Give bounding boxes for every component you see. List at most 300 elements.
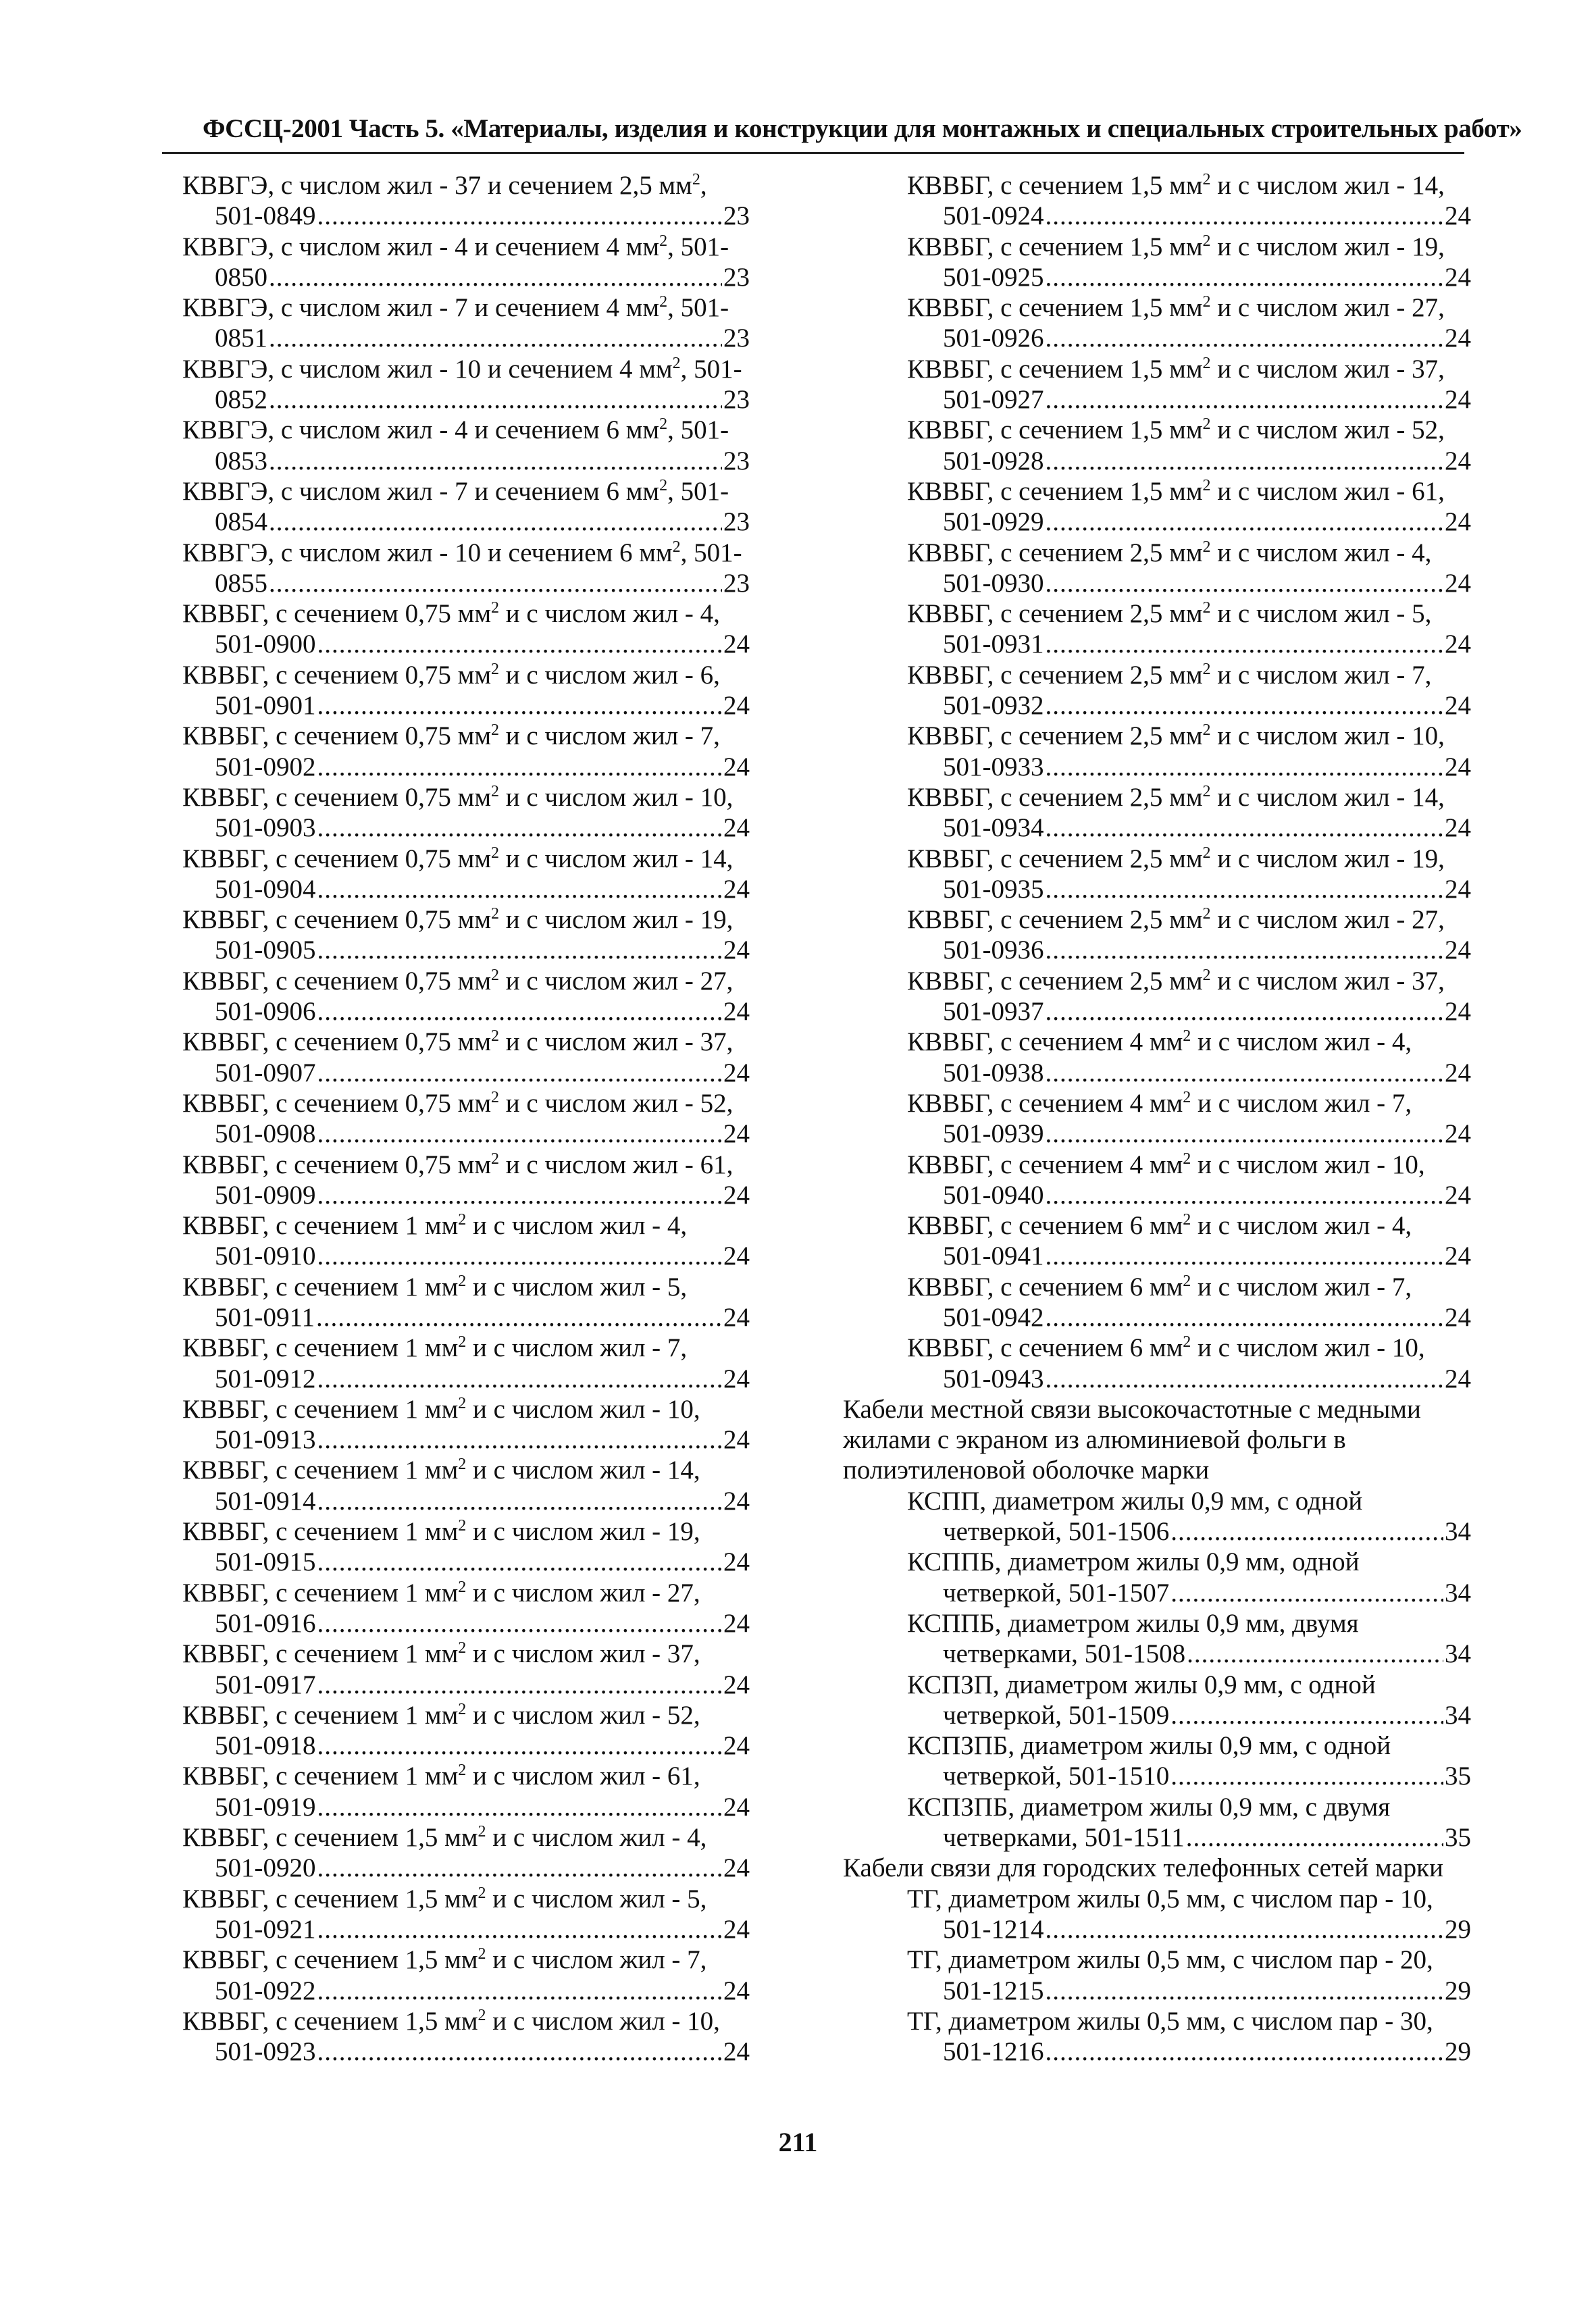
entry-code: 501-0909 — [215, 1180, 316, 1210]
entry-reference-line — [843, 752, 1471, 782]
index-entry — [843, 1945, 1471, 2006]
index-entry — [843, 1272, 1471, 1333]
entry-title: КВВБГ, с сечением 1 $мм^2$ и с числом жил - 19, — [182, 1517, 700, 1547]
entry-reference-line — [843, 1516, 1471, 1547]
entry-title: КВВБГ, с сечением 4 $мм^2$ и с числом жил - 4, — [907, 1027, 1412, 1057]
dot-leader — [269, 262, 722, 292]
index-entry — [182, 1639, 750, 1700]
entry-title: КВВБГ, с сечением 2,5 $мм^2$ и с числом жил - 27, — [907, 905, 1445, 935]
entry-title: ТГ, диаметром жилы 0,5 мм, с числом пар - 10, — [907, 1884, 1433, 1913]
index-entry — [843, 1027, 1471, 1088]
entry-page: 24 — [1445, 691, 1471, 721]
dot-leader — [269, 507, 722, 537]
entry-page: 24 — [723, 1058, 750, 1087]
entry-title: КВВГЭ, с числом жил - 4 и сечением 4 $мм^2$, 501- — [182, 232, 729, 261]
entry-code: 501-0918 — [215, 1731, 316, 1761]
entry-code: 501-0913 — [215, 1425, 316, 1455]
entry-title: КВВБГ, с сечением 0,75 $мм^2$ и с числом жил - 52, — [182, 1088, 733, 1118]
entry-reference-line — [843, 1700, 1471, 1730]
dot-leader — [317, 1853, 723, 1883]
entry-title: КВВБГ, с сечением 2,5 $мм^2$ и с числом жил - 14, — [907, 782, 1445, 812]
index-entry — [843, 1210, 1471, 1272]
entry-title: КВВБГ, с сечением 1,5 $мм^2$ и с числом жил - 4, — [182, 1823, 707, 1853]
entry-reference-line — [843, 1302, 1471, 1333]
entry-title: КВВГЭ, с числом жил - 10 и сечением 6 $мм^2$, 501- — [182, 538, 742, 567]
dot-leader — [269, 446, 722, 476]
entry-title: КВВБГ, с сечением 0,75 $мм^2$ и с числом жил - 4, — [182, 599, 720, 629]
entry-reference-line — [182, 629, 750, 659]
dot-leader — [1046, 507, 1444, 537]
entry-reference-line — [182, 1792, 750, 1822]
index-entry — [843, 721, 1471, 782]
dot-leader — [1170, 1578, 1443, 1608]
index-entry — [182, 1210, 750, 1272]
entry-title: КВВБГ, с сечением 6 $мм^2$ и с числом жил - 10, — [907, 1333, 1425, 1363]
entry-reference-line — [182, 568, 750, 598]
entry-code: 501-0935 — [943, 874, 1044, 904]
entry-reference-line — [182, 507, 750, 537]
entry-title: КВВБГ, с сечением 6 $мм^2$ и с числом жил - 7, — [907, 1272, 1412, 1302]
index-entry — [843, 1547, 1471, 1608]
entry-reference-line — [843, 1364, 1471, 1394]
entry-code: 501-0924 — [943, 201, 1044, 231]
entry-page: 24 — [1445, 874, 1471, 904]
index-entry — [182, 660, 750, 721]
entry-code: 501-0912 — [215, 1364, 316, 1393]
entry-reference-line — [843, 1180, 1471, 1210]
entry-code: 0850 — [215, 262, 267, 292]
entry-page: 24 — [723, 1976, 750, 2005]
dot-leader — [317, 1608, 723, 1639]
index-entry — [182, 966, 750, 1027]
dot-leader — [1046, 813, 1444, 843]
entry-code: 501-0940 — [943, 1180, 1044, 1210]
entry-page: 23 — [723, 568, 750, 598]
entry-code: 501-0928 — [943, 446, 1044, 475]
index-entry — [182, 844, 750, 905]
index-entry — [843, 1608, 1471, 1670]
index-entry — [182, 721, 750, 782]
group-heading: Кабели связи для городских телефонных сетей марки — [843, 1853, 1444, 1883]
index-entry — [843, 598, 1471, 660]
entry-reference-line — [182, 1180, 750, 1210]
entry-code: 501-0915 — [215, 1547, 316, 1577]
entry-page: 24 — [1445, 324, 1471, 353]
dot-leader — [317, 1424, 723, 1455]
entry-reference-line — [182, 1853, 750, 1883]
dot-leader — [317, 1914, 723, 1945]
entry-title: КВВБГ, с сечением 1,5 $мм^2$ и с числом жил - 10, — [182, 2006, 720, 2036]
entry-code: 501-0908 — [215, 1119, 316, 1149]
entry-reference-line — [843, 629, 1471, 659]
dot-leader — [1046, 1302, 1444, 1333]
entry-page: 34 — [1445, 1700, 1471, 1730]
entry-title: КВВБГ, с сечением 1 $мм^2$ и с числом жил - 10, — [182, 1394, 700, 1424]
dot-leader — [1046, 1241, 1444, 1271]
entry-title: КВВБГ, с сечением 1 $мм^2$ и с числом жил - 61, — [182, 1762, 700, 1791]
entry-reference-line — [182, 874, 750, 904]
index-entry — [843, 1884, 1471, 1945]
entry-code: четверками, 501-1511 — [943, 1823, 1185, 1853]
entry-code: 501-0901 — [215, 691, 316, 721]
index-entry — [843, 1486, 1471, 1547]
entry-page: 24 — [723, 1853, 750, 1883]
entry-reference-line — [182, 996, 750, 1027]
entry-code: четверкой, 501-1509 — [943, 1700, 1170, 1730]
entry-reference-line — [182, 1976, 750, 2006]
dot-leader — [317, 1547, 723, 1577]
entry-title: КВВБГ, с сечением 1 $мм^2$ и с числом жил - 5, — [182, 1272, 688, 1302]
entry-title: КВВБГ, с сечением 4 $мм^2$ и с числом жил - 7, — [907, 1088, 1412, 1118]
entry-code: 501-0929 — [943, 507, 1044, 537]
entry-page: 24 — [1445, 935, 1471, 965]
entry-reference-line — [843, 1761, 1471, 1791]
entry-code: 501-0933 — [943, 752, 1044, 781]
entry-title: КВВБГ, с сечением 0,75 $мм^2$ и с числом жил - 14, — [182, 844, 733, 873]
entry-title: КВВГЭ, с числом жил - 7 и сечением 6 $мм^2$, 501- — [182, 476, 729, 506]
entry-code: 501-0902 — [215, 752, 316, 781]
index-entry — [182, 170, 750, 232]
entry-code: 501-0936 — [943, 935, 1044, 965]
index-entry — [182, 1333, 750, 1394]
dot-leader — [1046, 384, 1444, 415]
entry-reference-line — [182, 752, 750, 782]
entry-code: 501-0922 — [215, 1976, 316, 2005]
entry-code: 501-0914 — [215, 1486, 316, 1516]
entry-code: 501-1214 — [943, 1914, 1044, 1944]
entry-title: КВВБГ, с сечением 0,75 $мм^2$ и с числом жил - 10, — [182, 782, 733, 812]
dot-leader — [1046, 1976, 1444, 2006]
dot-leader — [1046, 1058, 1444, 1088]
dot-leader — [317, 996, 723, 1027]
dot-leader — [269, 384, 722, 415]
entry-code: четверкой, 501-1510 — [943, 1762, 1170, 1791]
header-rule — [162, 152, 1464, 154]
entry-title: КСПЗПБ, диаметром жилы 0,9 мм, с двумя — [907, 1792, 1391, 1822]
entry-reference-line — [182, 1302, 750, 1333]
dot-leader — [1046, 262, 1444, 292]
entry-page: 29 — [1445, 2037, 1471, 2067]
index-column-right — [843, 170, 1471, 2067]
index-entry — [182, 1884, 750, 1945]
entry-code: 501-0927 — [943, 385, 1044, 415]
entry-title: КСПП, диаметром жилы 0,9 мм, с одной — [907, 1486, 1363, 1516]
dot-leader — [1046, 1914, 1444, 1945]
entry-code: 501-0917 — [215, 1670, 316, 1699]
entry-title: КВВГЭ, с числом жил - 37 и сечением 2,5 $мм^2$, — [182, 171, 707, 200]
entry-page: 23 — [723, 385, 750, 415]
index-entry — [843, 1730, 1471, 1792]
entry-code: 501-0921 — [215, 1914, 316, 1944]
dot-leader — [1186, 1822, 1443, 1853]
dot-leader — [1046, 935, 1444, 965]
entry-title: КВВБГ, с сечением 2,5 $мм^2$ и с числом жил - 5, — [907, 599, 1432, 629]
dot-leader — [1046, 629, 1444, 659]
index-entry — [843, 538, 1471, 599]
group-heading: Кабели местной связи высокочастотные с медными — [843, 1394, 1421, 1424]
entry-page: 24 — [1445, 997, 1471, 1027]
index-entry — [182, 292, 750, 354]
entry-reference-line — [182, 446, 750, 476]
entry-reference-line — [182, 1424, 750, 1455]
entry-page: 35 — [1445, 1823, 1471, 1853]
entry-title: КВВБГ, с сечением 2,5 $мм^2$ и с числом жил - 4, — [907, 538, 1432, 567]
index-entry — [182, 1027, 750, 1088]
entry-reference-line — [182, 2036, 750, 2067]
entry-title: КВВБГ, с сечением 1,5 $мм^2$ и с числом жил - 19, — [907, 232, 1445, 261]
entry-page: 24 — [1445, 507, 1471, 537]
entry-code: 501-0943 — [943, 1364, 1044, 1393]
index-entry — [843, 1088, 1471, 1150]
entry-page: 34 — [1445, 1517, 1471, 1547]
index-entry — [843, 2006, 1471, 2067]
entry-title: КВВБГ, с сечением 1,5 $мм^2$ и с числом жил - 27, — [907, 293, 1445, 323]
dot-leader — [317, 1976, 723, 2006]
entry-page: 24 — [723, 874, 750, 904]
entry-page: 24 — [723, 1241, 750, 1271]
entry-page: 23 — [723, 324, 750, 353]
entry-title: КВВБГ, с сечением 1,5 $мм^2$ и с числом жил - 14, — [907, 171, 1445, 200]
dot-leader — [317, 935, 723, 965]
entry-reference-line — [182, 1241, 750, 1271]
entry-page: 24 — [723, 1486, 750, 1516]
running-header: ФССЦ-2001 Часть 5. «Материалы, изделия и конструкции для монтажных и специальных строительных работ» — [203, 114, 1522, 143]
entry-page: 24 — [723, 691, 750, 721]
entry-title: КВВБГ, с сечением 0,75 $мм^2$ и с числом жил - 6, — [182, 660, 720, 690]
dot-leader — [1046, 1364, 1444, 1394]
entry-code: 501-0925 — [943, 262, 1044, 292]
entry-reference-line — [182, 1670, 750, 1700]
dot-leader — [1187, 1639, 1443, 1669]
dot-leader — [1046, 2036, 1444, 2067]
entry-code: 501-0930 — [943, 568, 1044, 598]
entry-title: КВВБГ, с сечением 0,75 $мм^2$ и с числом жил - 27, — [182, 966, 733, 996]
entry-page: 24 — [723, 1425, 750, 1455]
entry-reference-line — [843, 1578, 1471, 1608]
entry-code: 0851 — [215, 324, 267, 353]
entry-title: КВВБГ, с сечением 1,5 $мм^2$ и с числом жил - 61, — [907, 476, 1445, 506]
index-entry — [182, 538, 750, 599]
index-entry — [843, 1150, 1471, 1211]
entry-code: 501-0923 — [215, 2037, 316, 2067]
entry-page: 24 — [723, 1180, 750, 1210]
entry-page: 24 — [1445, 1364, 1471, 1393]
entry-reference-line — [843, 1241, 1471, 1271]
index-entry — [843, 232, 1471, 293]
entry-code: 0854 — [215, 507, 267, 537]
entry-title: КСПЗП, диаметром жилы 0,9 мм, с одной — [907, 1670, 1376, 1699]
entry-code: четверками, 501-1508 — [943, 1639, 1186, 1669]
dot-leader — [317, 2036, 723, 2067]
group-heading: полиэтиленовой оболочке марки — [843, 1456, 1210, 1485]
entry-reference-line — [843, 446, 1471, 476]
entry-title: КВВБГ, с сечением 0,75 $мм^2$ и с числом жил - 19, — [182, 905, 733, 935]
entry-reference-line — [843, 1822, 1471, 1853]
entry-code: 501-0932 — [943, 691, 1044, 721]
entry-page: 24 — [1445, 1058, 1471, 1087]
entry-page: 23 — [723, 446, 750, 475]
dot-leader — [317, 1180, 723, 1210]
index-entry — [843, 476, 1471, 538]
index-entry — [843, 966, 1471, 1027]
entry-page: 24 — [1445, 1180, 1471, 1210]
entry-reference-line — [843, 1639, 1471, 1669]
entry-page: 23 — [723, 262, 750, 292]
entry-title: КСППБ, диаметром жилы 0,9 мм, двумя — [907, 1608, 1359, 1638]
entry-reference-line — [843, 2036, 1471, 2067]
entry-code: 501-0910 — [215, 1241, 316, 1271]
entry-page: 24 — [723, 1914, 750, 1944]
entry-reference-line — [182, 262, 750, 292]
entry-reference-line — [182, 1486, 750, 1516]
dot-leader — [317, 874, 723, 904]
entry-reference-line — [843, 874, 1471, 904]
entry-code: 501-0900 — [215, 629, 316, 659]
entry-reference-line — [843, 507, 1471, 537]
index-entry — [182, 1272, 750, 1333]
entry-code: 501-0942 — [943, 1302, 1044, 1332]
entry-title: КВВБГ, с сечением 2,5 $мм^2$ и с числом жил - 10, — [907, 721, 1445, 751]
entry-page: 34 — [1445, 1578, 1471, 1608]
index-entry — [182, 598, 750, 660]
entry-reference-line — [843, 262, 1471, 292]
entry-reference-line — [182, 1058, 750, 1088]
entry-page: 24 — [723, 2037, 750, 2067]
entry-title: КВВБГ, с сечением 1 $мм^2$ и с числом жил - 27, — [182, 1578, 700, 1608]
entry-page: 24 — [1445, 1302, 1471, 1332]
entry-page: 24 — [723, 752, 750, 781]
entry-title: КВВБГ, с сечением 2,5 $мм^2$ и с числом жил - 19, — [907, 844, 1445, 873]
index-entry — [182, 476, 750, 538]
dot-leader — [317, 629, 723, 659]
entry-reference-line — [182, 1547, 750, 1577]
entry-page: 24 — [723, 1547, 750, 1577]
entry-code: 501-1215 — [943, 1976, 1044, 2005]
entry-code: 0855 — [215, 568, 267, 598]
entry-title: КВВБГ, с сечением 2,5 $мм^2$ и с числом жил - 7, — [907, 660, 1432, 690]
entry-page: 29 — [1445, 1976, 1471, 2005]
entry-page: 24 — [1445, 385, 1471, 415]
entry-page: 34 — [1445, 1639, 1471, 1669]
dot-leader — [317, 1058, 723, 1088]
entry-code: 501-0903 — [215, 813, 316, 843]
entry-reference-line — [182, 1914, 750, 1945]
entry-page: 24 — [723, 1731, 750, 1761]
entry-code: 501-0919 — [215, 1792, 316, 1822]
entry-title: КВВБГ, с сечением 0,75 $мм^2$ и с числом жил - 61, — [182, 1150, 733, 1179]
dot-leader — [1046, 201, 1444, 231]
entry-title: КВВБГ, с сечением 1,5 $мм^2$ и с числом жил - 37, — [907, 354, 1445, 384]
dot-leader — [316, 1302, 722, 1333]
index-entry — [182, 1150, 750, 1211]
entry-code: 0852 — [215, 385, 267, 415]
entry-reference-line — [182, 935, 750, 965]
entry-reference-line — [182, 323, 750, 353]
entry-page: 24 — [1445, 201, 1471, 231]
index-entry — [182, 354, 750, 415]
dot-leader — [317, 1792, 723, 1822]
dot-leader — [1046, 1119, 1444, 1149]
entry-reference-line — [843, 568, 1471, 598]
group-heading: жилами с экраном из алюминиевой фольги в — [843, 1425, 1346, 1455]
entry-page: 29 — [1445, 1914, 1471, 1944]
entry-code: 501-0904 — [215, 874, 316, 904]
entry-page: 24 — [723, 997, 750, 1027]
entry-title: КВВГЭ, с числом жил - 4 и сечением 6 $мм^2$, 501- — [182, 415, 729, 445]
entry-reference-line — [843, 201, 1471, 231]
index-entry — [182, 1088, 750, 1150]
entry-code: 501-0926 — [943, 324, 1044, 353]
entry-title: КВВБГ, с сечением 1 $мм^2$ и с числом жил - 52, — [182, 1700, 700, 1730]
dot-leader — [1046, 874, 1444, 904]
index-entry — [843, 844, 1471, 905]
dot-leader — [1170, 1700, 1443, 1730]
entry-code: 501-0920 — [215, 1853, 316, 1883]
entry-reference-line — [843, 935, 1471, 965]
entry-reference-line — [843, 1058, 1471, 1088]
dot-leader — [1046, 690, 1444, 721]
entry-reference-line — [843, 1119, 1471, 1149]
entry-title: КВВБГ, с сечением 0,75 $мм^2$ и с числом жил - 37, — [182, 1027, 733, 1057]
entry-page: 24 — [723, 1670, 750, 1699]
index-entry — [182, 904, 750, 966]
dot-leader — [1046, 323, 1444, 353]
entry-reference-line — [182, 1119, 750, 1149]
index-entry — [182, 1455, 750, 1516]
entry-title: КВВБГ, с сечением 6 $мм^2$ и с числом жил - 4, — [907, 1211, 1412, 1241]
entry-reference-line — [843, 1914, 1471, 1945]
index-entry — [182, 1700, 750, 1762]
entry-title: КВВБГ, с сечением 1,5 $мм^2$ и с числом жил - 52, — [907, 415, 1445, 445]
entry-title: КВВБГ, с сечением 0,75 $мм^2$ и с числом жил - 7, — [182, 721, 720, 751]
entry-code: 501-0934 — [943, 813, 1044, 843]
dot-leader — [1046, 568, 1444, 598]
entry-page: 24 — [1445, 813, 1471, 843]
entry-page: 35 — [1445, 1762, 1471, 1791]
entry-title: КВВГЭ, с числом жил - 10 и сечением 4 $мм^2$, 501- — [182, 354, 742, 384]
index-entry — [182, 1394, 750, 1456]
entry-title: КВВГЭ, с числом жил - 7 и сечением 4 $мм^2$, 501- — [182, 293, 729, 323]
entry-page: 24 — [1445, 1119, 1471, 1149]
entry-code: 501-0916 — [215, 1608, 316, 1638]
index-entry — [182, 415, 750, 476]
entry-code: 501-0906 — [215, 997, 316, 1027]
entry-page: 24 — [1445, 752, 1471, 781]
page-number: 211 — [778, 2127, 818, 2157]
dot-leader — [317, 201, 723, 231]
entry-reference-line — [843, 323, 1471, 353]
index-entry — [843, 1333, 1471, 1394]
dot-leader — [317, 813, 723, 843]
index-entry — [182, 1822, 750, 1884]
index-entry — [182, 1945, 750, 2006]
index-entry — [843, 1670, 1471, 1731]
index-entry — [843, 292, 1471, 354]
index-entry — [182, 1516, 750, 1578]
entry-title: КВВБГ, с сечением 1 $мм^2$ и с числом жил - 37, — [182, 1639, 700, 1669]
entry-reference-line — [182, 813, 750, 843]
entry-page: 24 — [723, 935, 750, 965]
entry-reference-line — [843, 813, 1471, 843]
entry-page: 24 — [723, 813, 750, 843]
entry-page: 23 — [723, 507, 750, 537]
entry-reference-line — [182, 201, 750, 231]
entry-code: 0853 — [215, 446, 267, 475]
entry-title: КВВБГ, с сечением 4 $мм^2$ и с числом жил - 10, — [907, 1150, 1425, 1179]
entry-page: 24 — [1445, 568, 1471, 598]
entry-title: КВВБГ, с сечением 2,5 $мм^2$ и с числом жил - 37, — [907, 966, 1445, 996]
entry-code: 501-0911 — [215, 1302, 315, 1332]
